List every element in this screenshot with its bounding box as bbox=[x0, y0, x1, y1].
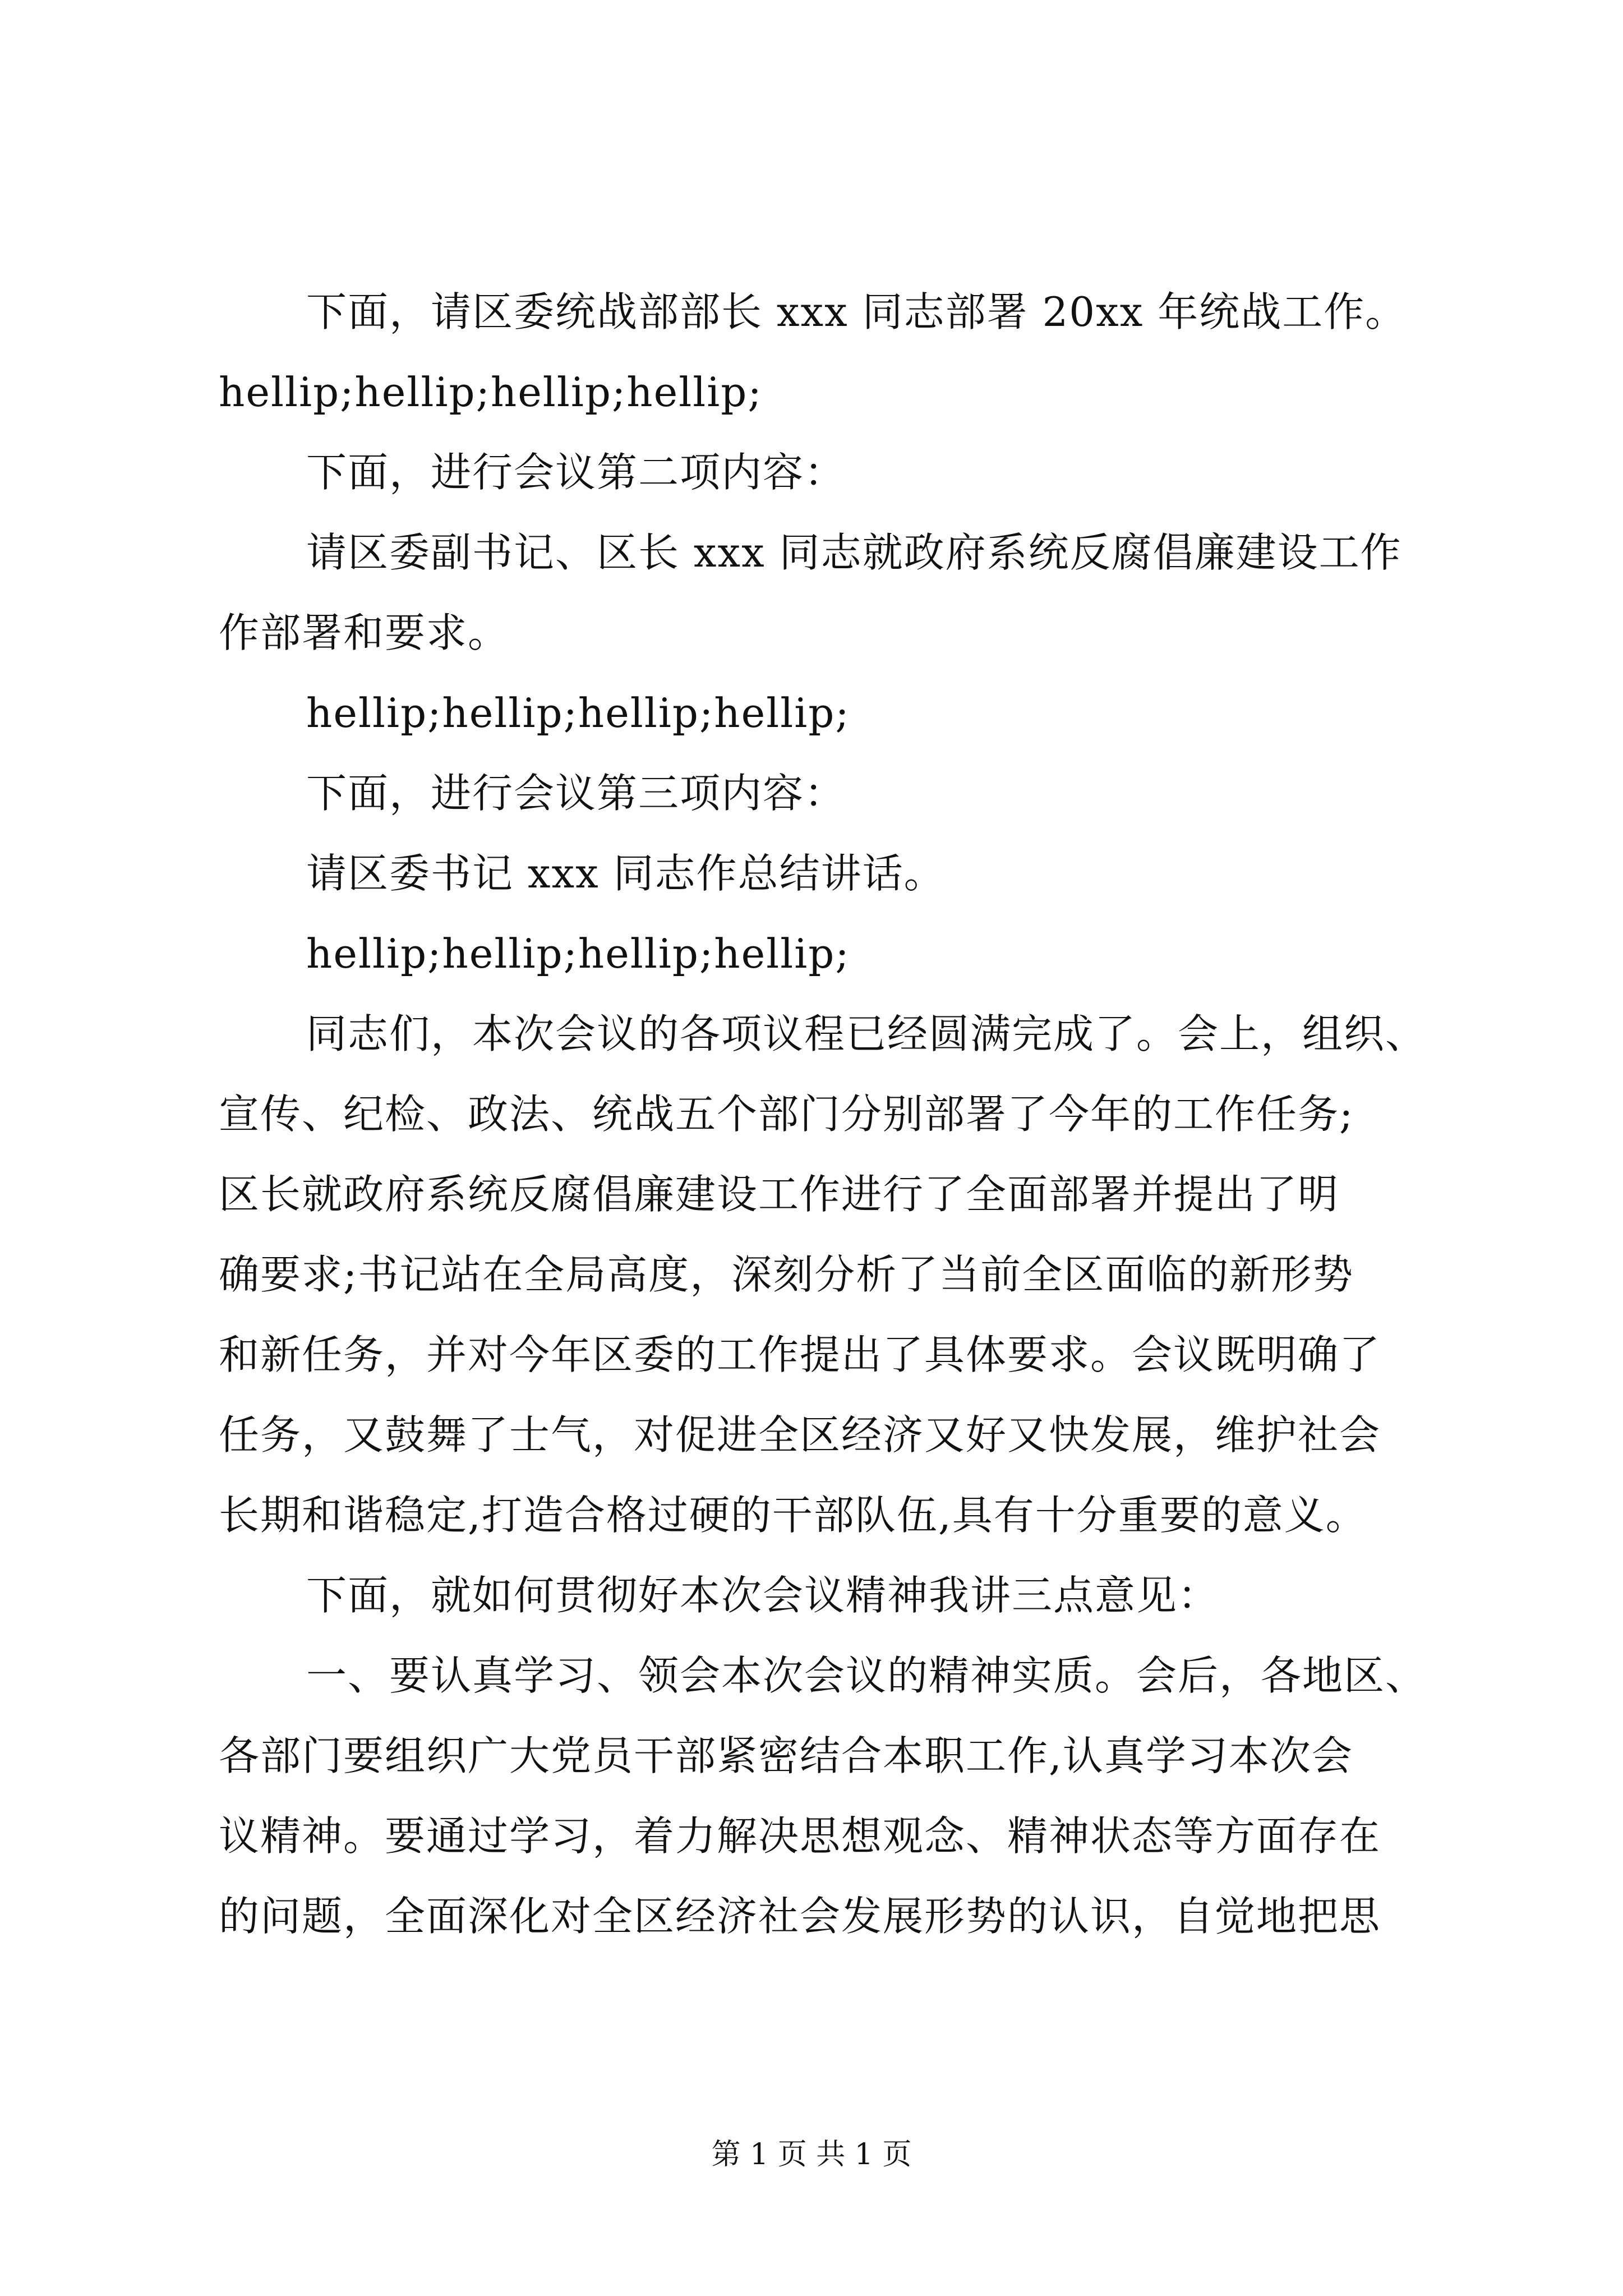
text-line-21: 的问题，全面深化对全区经济社会发展形势的认识，自觉地把思 bbox=[219, 1893, 1381, 1940]
text-line-5: 作部署和要求。 bbox=[219, 609, 510, 656]
page-number-footer: 第 1 页 共 1 页 bbox=[711, 2138, 912, 2171]
text-line-7: 下面，进行会议第三项内容： bbox=[306, 770, 846, 817]
text-line-1: 下面，请区委统战部部长 xxx 同志部署 20xx 年统战工作。 bbox=[306, 288, 1407, 335]
text-line-4: 请区委副书记、区长 xxx 同志就政府系统反腐倡廉建设工作 bbox=[306, 529, 1402, 576]
text-line-12: 区长就政府系统反腐倡廉建设工作进行了全面部署并提出了明 bbox=[219, 1171, 1340, 1218]
text-line-2: hellip;hellip;hellip;hellip; bbox=[219, 369, 763, 416]
text-line-8: 请区委书记 xxx 同志作总结讲话。 bbox=[306, 850, 946, 897]
text-line-17: 下面，就如何贯彻好本次会议精神我讲三点意见： bbox=[306, 1572, 1220, 1619]
text-line-11: 宣传、纪检、政法、统战五个部门分别部署了今年的工作任务; bbox=[219, 1091, 1354, 1138]
text-line-20: 议精神。要通过学习，着力解决思想观念、精神状态等方面存在 bbox=[219, 1812, 1381, 1860]
text-line-10: 同志们，本次会议的各项议程已经圆满完成了。会上，组织、 bbox=[306, 1010, 1427, 1057]
text-line-3: 下面，进行会议第二项内容： bbox=[306, 449, 846, 496]
text-line-18: 一、要认真学习、领会本次会议的精神实质。会后，各地区、 bbox=[306, 1652, 1427, 1699]
text-line-16: 长期和谐稳定,打造合格过硬的干部队伍,具有十分重要的意义。 bbox=[219, 1492, 1367, 1539]
text-line-14: 和新任务，并对今年区委的工作提出了具体要求。会议既明确了 bbox=[219, 1331, 1381, 1378]
text-line-19: 各部门要组织广大党员干部紧密结合本职工作,认真学习本次会 bbox=[219, 1732, 1353, 1779]
text-line-6: hellip;hellip;hellip;hellip; bbox=[306, 689, 850, 737]
text-line-13: 确要求;书记站在全局高度，深刻分析了当前全区面临的新形势 bbox=[219, 1251, 1354, 1298]
text-line-15: 任务，又鼓舞了士气，对促进全区经济又好又快发展，维护社会 bbox=[219, 1411, 1381, 1458]
text-line-9: hellip;hellip;hellip;hellip; bbox=[306, 930, 850, 977]
